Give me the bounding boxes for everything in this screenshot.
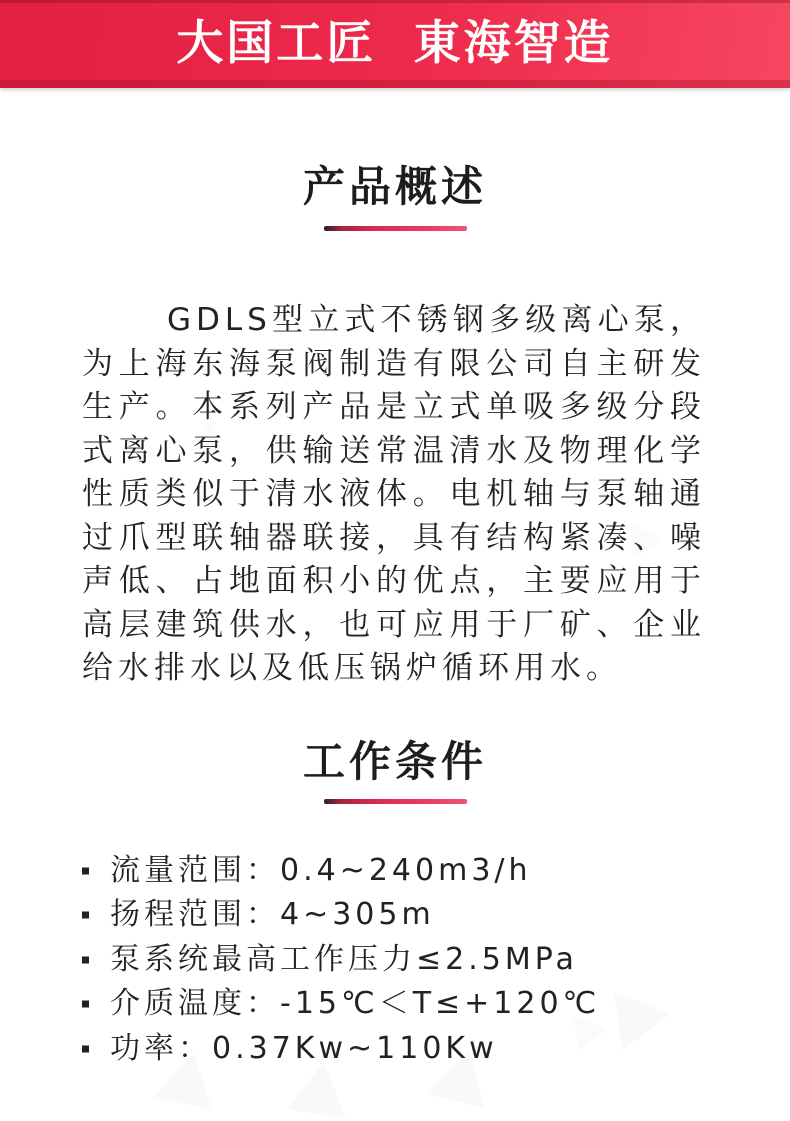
overview-section: [0, 162, 790, 691]
condition-item-flow: [82, 849, 730, 894]
bullet-icon: [82, 1001, 89, 1008]
condition-item-pressure: [82, 938, 730, 983]
condition-item-head: [82, 893, 730, 938]
overview-paragraph: GDLS型立式不锈钢多级离心泵，为上海东海泵阀制造有限公司自主研发生产。本系列产品是立式单吸多级分段式离心泵，供输送常温清水及物理化学性质类似于清水液体。电机轴与泵轴通过爪型联轴器联接，具有结构紧凑、噪声低、占地面积小的优点，主要应用于高层建筑供水，也可应用于厂矿、企业给水排水以及低压锅炉循环用水。: [82, 302, 706, 686]
condition-text: 流量范围：0.4~240m3/h: [110, 852, 532, 888]
conditions-heading: 工作条件: [302, 736, 487, 786]
condition-item-power: [82, 1027, 730, 1072]
heading-underline: [324, 799, 467, 804]
conditions-section: [0, 736, 790, 1072]
overview-heading: 产品概述: [302, 162, 487, 211]
bullet-icon: [82, 956, 89, 963]
condition-text: 介质温度：-15℃＜T≤+120℃: [110, 986, 601, 1021]
brand-banner: [0, 0, 790, 88]
banner-title: 大国工匠 東海智造: [176, 15, 614, 71]
heading-underline: [324, 226, 467, 231]
condition-text: 扬程范围：4~305m: [110, 897, 435, 932]
conditions-list: [82, 849, 730, 1072]
bullet-icon: [82, 867, 89, 874]
bullet-icon: [82, 1045, 89, 1052]
condition-text: 泵系统最高工作压力≤2.5MPa: [110, 941, 578, 977]
condition-text: 功率：0.37Kw~110Kw: [110, 1030, 498, 1066]
bullet-icon: [82, 912, 89, 919]
condition-item-temperature: [82, 982, 730, 1027]
